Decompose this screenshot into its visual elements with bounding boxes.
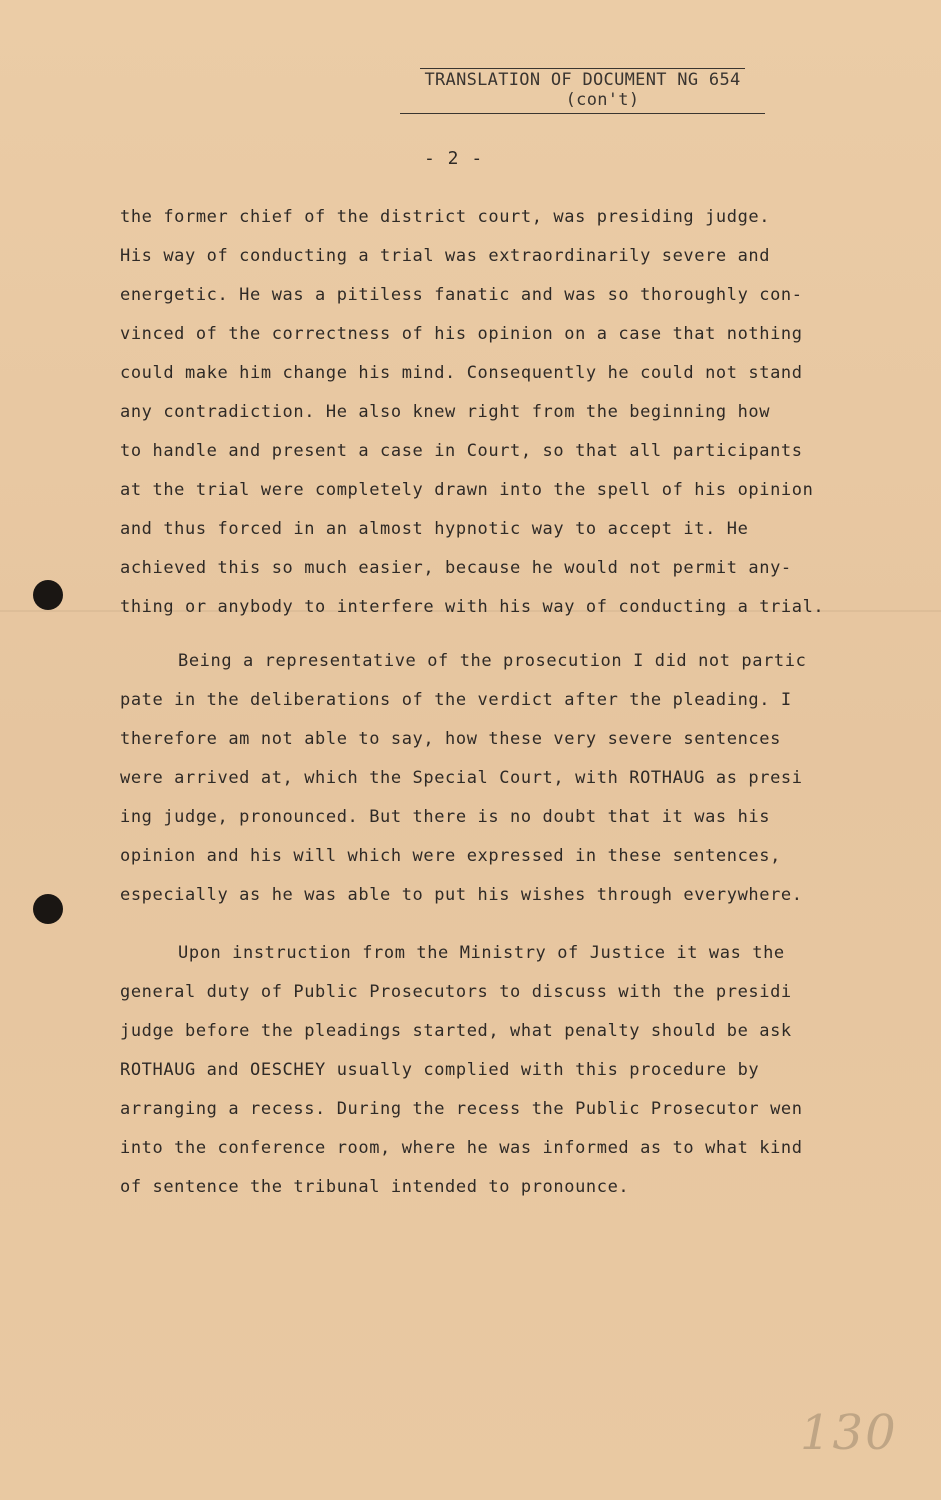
text-line: thing or anybody to interfere with his way of conducting a trial.: [120, 597, 825, 617]
text-line: at the trial were completely drawn into the spell of his opinion: [120, 480, 814, 500]
paragraph-2: [120, 642, 860, 915]
text-line: His way of conducting a trial was extraordinarily severe and: [120, 246, 771, 266]
text-line: opinion and his will which were expressed in these sentences,: [120, 846, 781, 866]
text-line: vinced of the correctness of his opinion on a case that nothing: [120, 324, 803, 344]
text-line: to handle and present a case in Court, so that all participants: [120, 441, 803, 461]
text-line: into the conference room, where he was informed as to what kind: [120, 1138, 803, 1158]
text-line: Upon instruction from the Ministry of Justice it was the: [178, 943, 785, 963]
text-line: ing judge, pronounced. But there is no doubt that it was his: [120, 807, 771, 827]
text-line: could make him change his mind. Consequently he could not stand: [120, 363, 803, 383]
text-line: of sentence the tribunal intended to pronounce.: [120, 1177, 630, 1197]
text-line: judge before the pleadings started, what penalty should be ask: [120, 1021, 792, 1041]
page-number: - 2 -: [424, 148, 484, 169]
paragraph-3: [120, 934, 860, 1207]
text-line: the former chief of the district court, was presiding judge.: [120, 207, 771, 227]
text-line: and thus forced in an almost hypnotic way to accept it. He: [120, 519, 749, 539]
folio-number: 130: [800, 1405, 898, 1461]
punch-hole-top: [33, 580, 63, 610]
text-line: any contradiction. He also knew right from the beginning how: [120, 402, 771, 422]
text-line: arranging a recess. During the recess the Public Prosecutor wen: [120, 1099, 803, 1119]
text-line: were arrived at, which the Special Court, with ROTHAUG as presi: [120, 768, 803, 788]
text-line: ROTHAUG and OESCHEY usually complied with this procedure by: [120, 1060, 760, 1080]
punch-hole-bottom: [33, 894, 63, 924]
header-underline: [400, 113, 765, 114]
document-header: [400, 68, 765, 114]
text-line: energetic. He was a pitiless fanatic and was so thoroughly con-: [120, 285, 803, 305]
text-line: Being a representative of the prosecution I did not partic: [178, 651, 807, 671]
text-line: pate in the deliberations of the verdict after the pleading. I: [120, 690, 792, 710]
text-line: achieved this so much easier, because he would not permit any-: [120, 558, 792, 578]
document-subtitle: (con't): [565, 90, 640, 110]
text-line: therefore am not able to say, how these very severe sentences: [120, 729, 781, 749]
text-line: especially as he was able to put his wishes through everywhere.: [120, 885, 803, 905]
text-line: general duty of Public Prosecutors to discuss with the presidi: [120, 982, 792, 1002]
document-title: TRANSLATION OF DOCUMENT NG 654: [420, 68, 744, 90]
paragraph-1: [120, 198, 860, 627]
